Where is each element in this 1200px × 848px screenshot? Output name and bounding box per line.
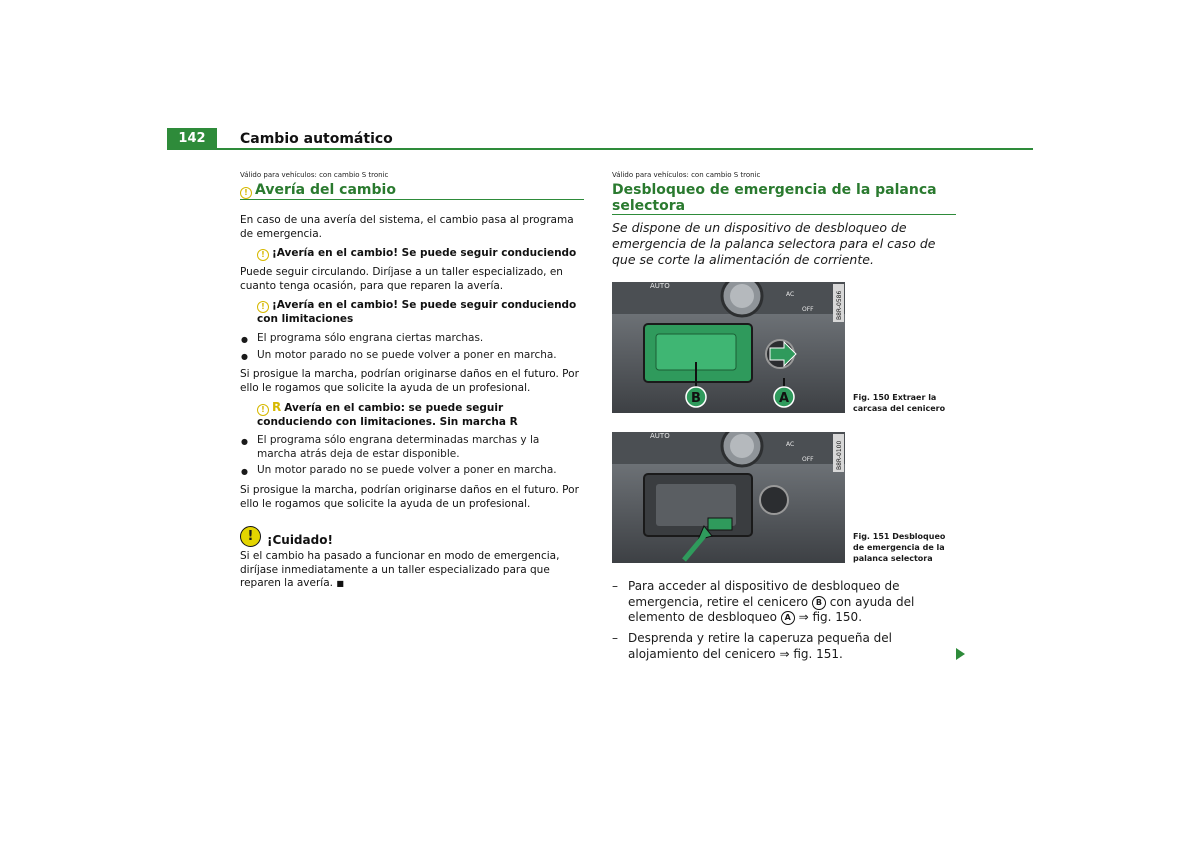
reverse-gear-icon: R [272,400,282,414]
off-label: OFF [802,306,814,313]
warning-text: Avería en el cambio: se puede seguir conduciendo con limitaciones. Sin marcha R [257,402,518,428]
caution-text [240,550,585,591]
step-1-text-c: ⇒ fig. 150. [798,610,863,624]
step-2: Desprenda y retire la caperuza pequeña del alojamiento del cenicero ⇒ fig. 151. [628,631,892,661]
warning-icon: ! [257,301,269,313]
step-1-text-a: Para acceder al dispositivo de desbloqueo de emergencia, retire el cenicero [628,579,900,609]
list-item: ● El programa sólo engrana ciertas marchas. [257,332,577,346]
auto-label: AUTO [650,282,670,290]
figure-151-image [612,432,845,563]
section-rule [240,199,584,200]
list-item: ● Un motor parado no se puede volver a poner en marcha. [257,349,577,363]
warning-text: ¡Avería en el cambio! Se puede seguir conduciendo con limitaciones [257,299,577,325]
figure-150-image [612,282,845,413]
chapter-title: Cambio automático [240,131,393,147]
end-square-icon: ■ [336,579,344,588]
callout-a: A [779,391,790,406]
warning-icon: ! [240,187,252,199]
figure-151-caption: Fig. 151 Desbloqueo de emergencia de la palanca selectora [853,532,946,563]
caution-title: ¡Cuidado! [267,533,333,547]
figure-code: B8R-0586 [836,290,843,320]
paragraph: Si prosigue la marcha, podrían originarse daños en el futuro. Por ello le rogamos que solicite la ayuda de un profesional. [240,484,579,510]
ac-label: AC [786,291,795,298]
warning-icon: ! [257,404,269,416]
step-dash: – [612,631,618,645]
continue-arrow-icon [956,648,965,660]
ac-label: AC [786,441,795,448]
paragraph: Si prosigue la marcha, podrían originarse daños en el futuro. Por ello le rogamos que solicite la ayuda de un profesional. [240,368,579,394]
figure-code: B8R-0100 [836,440,843,470]
section-title-text: Avería del cambio [255,182,396,198]
caution-icon: ! [240,526,261,547]
validity-note: Válido para vehículos: con cambio S tronic [240,171,389,179]
section-rule [612,214,956,215]
callout-a-icon: A [781,611,795,625]
section-title: Desbloqueo de emergencia de la palanca selectora [612,182,937,214]
section-title [240,182,396,199]
warning-message [257,247,577,261]
step-dash: – [612,579,618,593]
warning-icon: ! [257,249,269,261]
paragraph: Puede seguir circulando. Diríjase a un taller especializado, en cuanto tenga ocasión, para que reparen la avería. [240,266,563,292]
step-1-text-b: con ayuda del elemento de desbloqueo [628,594,915,624]
paragraph: En caso de una avería del sistema, el cambio pasa al programa de emergencia. [240,214,574,240]
list-item: ● Un motor parado no se puede volver a poner en marcha. [257,464,577,478]
auto-label: AUTO [650,432,670,440]
intro-text: Se dispone de un dispositivo de desbloqueo de emergencia de la palanca selectora para el caso de que se corte la alimentación de corriente. [612,220,936,267]
header-rule [167,148,1033,150]
caution-text-body: Si el cambio ha pasado a funcionar en modo de emergencia, diríjase inmediatamente a un taller especializado para que reparen la avería. [240,550,560,589]
page-number: 142 [167,128,217,149]
validity-note: Válido para vehículos: con cambio S tronic [612,171,761,179]
step-1 [628,579,958,626]
warning-text: ¡Avería en el cambio! Se puede seguir conduciendo [272,247,577,259]
warning-message [257,401,577,430]
callout-b: B [691,391,701,406]
warning-message [257,299,577,327]
list-item: ● El programa sólo engrana determinadas marchas y la marcha atrás deja de estar disponible. [257,434,577,461]
off-label: OFF [802,456,814,463]
figure-150-caption: Fig. 150 Extraer la carcasa del cenicero [853,393,946,413]
callout-b-icon: B [812,596,826,610]
